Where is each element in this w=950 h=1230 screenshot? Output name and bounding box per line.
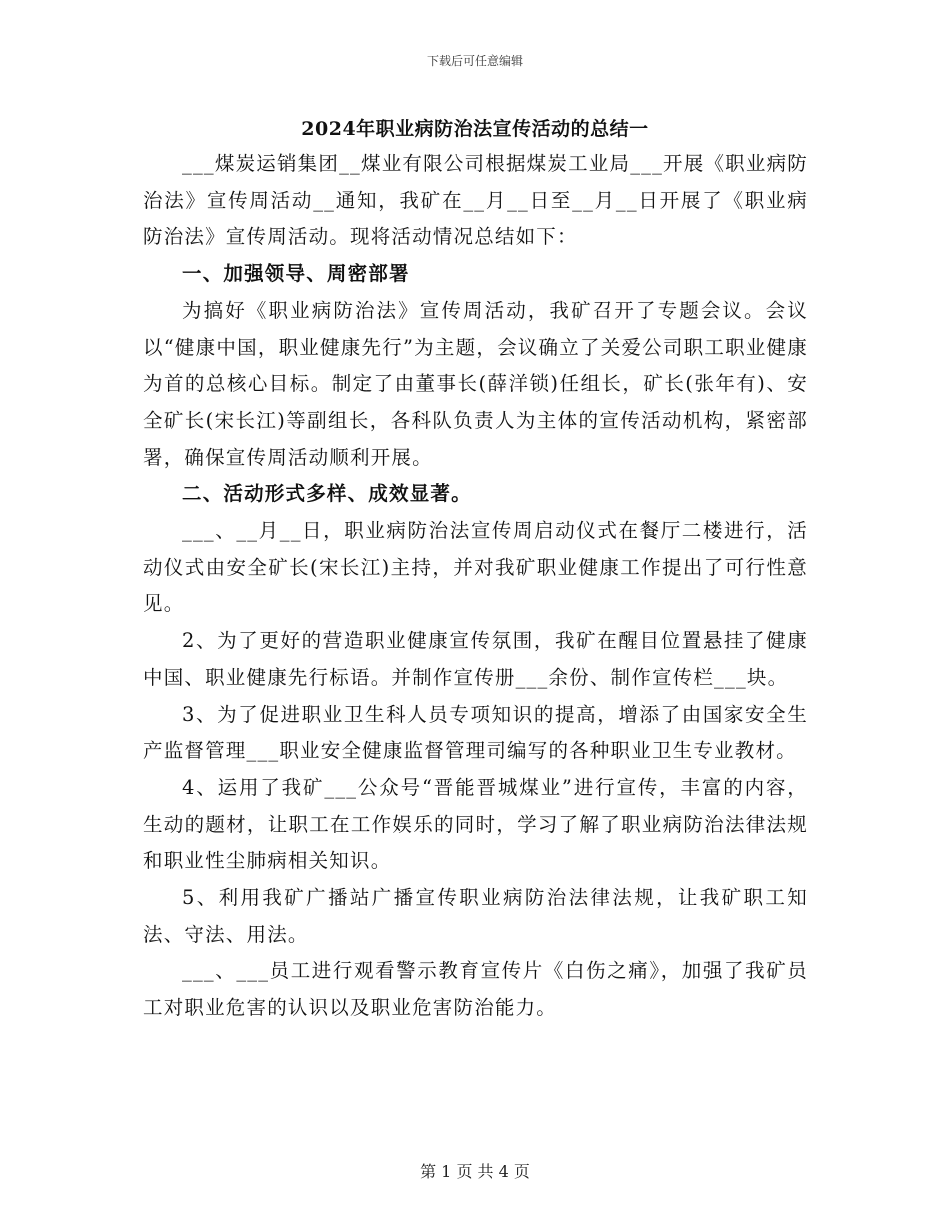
document-body (143, 146, 808, 1027)
paragraph-leadership: 为搞好《职业病防治法》宣传周活动，我矿召开了专题会议。会议以“健康中国，职业健康先行”为主题，会议确立了关爱公司职工职业健康为首的总核心目标。制定了由董事长(薛洋锁)任组长，矿长(张年有)、安全矿长(宋长江)等副组长，各科队负责人为主体的宣传活动机构，紧密部署，确保宣传周活动顺利开展。 (143, 298, 808, 469)
document-title: 2024年职业病防治法宣传活动的总结一 (301, 118, 649, 140)
page-number: 第 1 页 共 4 页 (420, 1162, 530, 1181)
section-heading-2: 二、活动形式多样、成效显著。 (182, 482, 472, 506)
paragraph-item-1: ___、__月__日，职业病防治法宣传周启动仪式在餐厅二楼进行，活动仪式由安全矿长(宋长江)主持，并对我矿职业健康工作提出了可行性意见。 (143, 519, 808, 616)
paragraph-item-2: 2、为了更好的营造职业健康宣传氛围，我矿在醒目位置悬挂了健康中国、职业健康先行标语。并制作宣传册___余份、制作宣传栏___块。 (143, 629, 808, 689)
paragraph-item-6: ___、___员工进行观看警示教育宣传片《白伤之痛》，加强了我矿员工对职业危害的认识以及职业危害防治能力。 (143, 959, 808, 1020)
paragraph-item-4: 4、运用了我矿___公众号“晋能晋城煤业”进行宣传，丰富的内容，生动的题材，让职工在工作娱乐的同时，学习了解了职业病防治法律法规和职业性尘肺病相关知识。 (143, 775, 808, 873)
paragraph-intro: ___煤炭运销集团__煤业有限公司根据煤炭工业局___开展《职业病防治法》宣传周活动__通知，我矿在__月__日至__月__日开展了《职业病防治法》宣传周活动。现将活动情况总结如下： (143, 152, 808, 249)
header-note: 下载后可任意编辑 (426, 54, 523, 68)
section-heading-1: 一、加强领导、周密部署 (182, 262, 410, 286)
paragraph-item-3: 3、为了促进职业卫生科人员专项知识的提高，增添了由国家安全生产监督管理___职业安全健康监督管理司编写的各种职业卫生专业教材。 (143, 702, 808, 763)
paragraph-item-5: 5、利用我矿广播站广播宣传职业病防治法律法规，让我矿职工知法、守法、用法。 (143, 886, 808, 946)
